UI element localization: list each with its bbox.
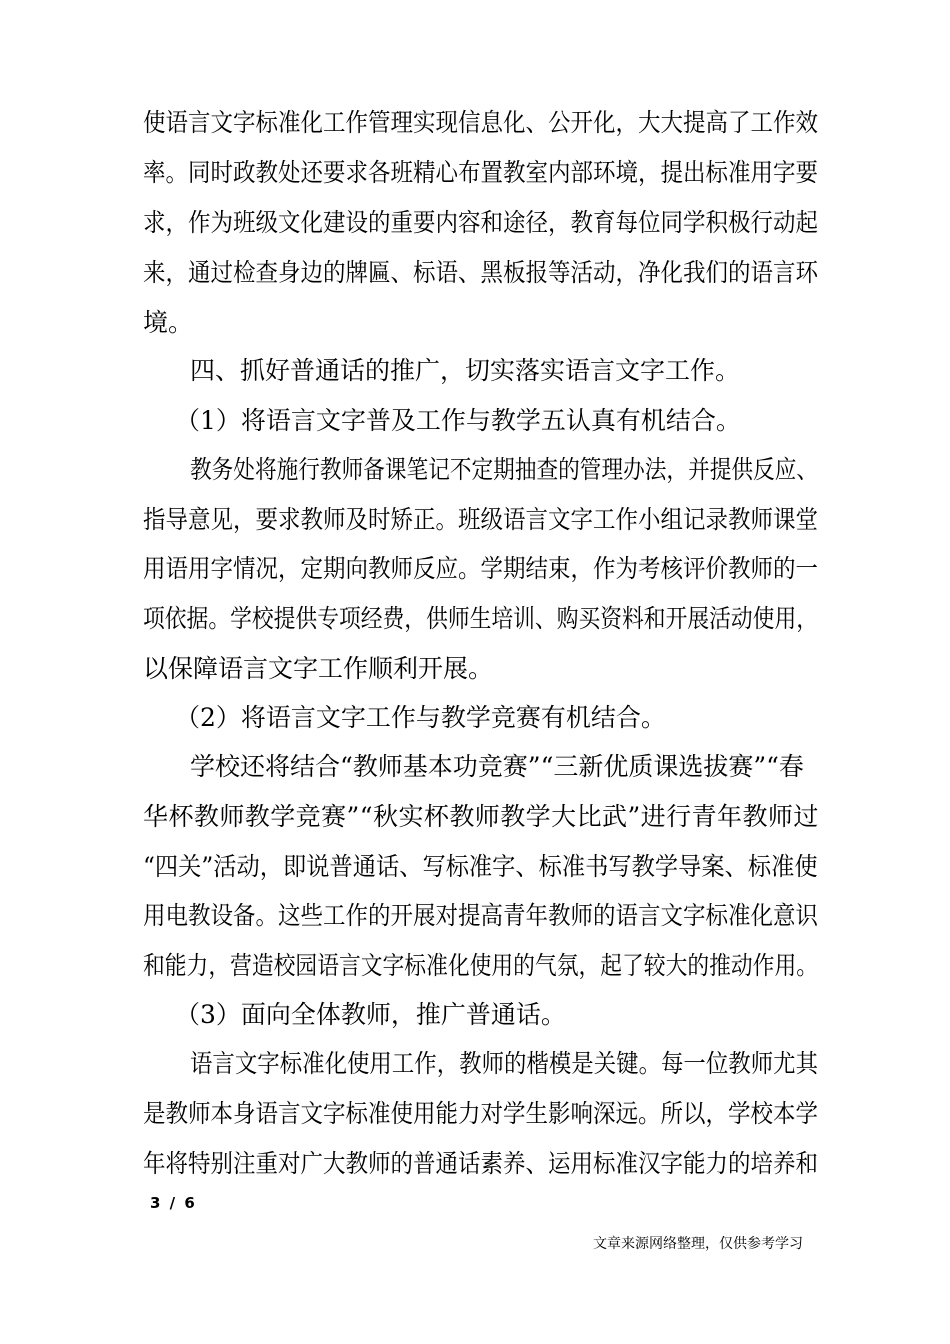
text-line: 以保障语言文字工作顺利开展。	[143, 654, 494, 683]
page-number: 3 / 6	[150, 1194, 197, 1212]
subsection-heading: （3）面向全体教师，推广普通话。	[175, 1000, 566, 1029]
footer-note: 文章来源网络整理，仅供参考学习	[593, 1236, 803, 1252]
text-line: 求，作为班级文化建设的重要内容和途径，教育每位同学积极行动起	[143, 208, 819, 237]
text-line: 年将特别注重对广大教师的普通话素养、运用标准汉字能力的培养和	[143, 1149, 819, 1178]
text-line: 学校还将结合“教师基本功竞赛”“三新优质课选拔赛”“春	[190, 752, 804, 781]
text-line: 项依据。学校提供专项经费，供师生培训、购买资料和开展活动使用，	[143, 604, 819, 633]
text-line: “四关”活动，即说普通话、写标准字、标准书写教学导案、标准使	[143, 852, 818, 881]
text-line: 教务处将施行教师备课笔记不定期抽查的管理办法，并提供反应、	[190, 455, 819, 484]
text-line: 使语言文字标准化工作管理实现信息化、公开化，大大提高了工作效	[143, 108, 819, 137]
subsection-heading: （2）将语言文字工作与教学竞赛有机结合。	[175, 703, 666, 732]
text-line: 用语用字情况，定期向教师反应。学期结束，作为考核评价教师的一	[143, 554, 819, 583]
text-line: 境。	[143, 308, 194, 337]
text-line: 华杯教师教学竞赛”“秋实杯教师教学大比武”进行青年教师过	[143, 802, 819, 831]
text-line: 率。同时政教处还要求各班精心布置教室内部环境，提出标准用字要	[143, 158, 819, 187]
text-line: 是教师本身语言文字标准使用能力对学生影响深远。所以，学校本学	[143, 1099, 819, 1128]
text-line: 和能力，营造校园语言文字标准化使用的气氛，起了较大的推动作用。	[143, 951, 819, 980]
text-line: 来，通过检查身边的牌匾、标语、黑板报等活动，净化我们的语言环	[143, 258, 819, 287]
subsection-heading: （1）将语言文字普及工作与教学五认真有机结合。	[175, 406, 741, 435]
text-line: 指导意见，要求教师及时矫正。班级语言文字工作小组记录教师课堂	[143, 505, 819, 534]
section-heading: 四、抓好普通话的推广，切实落实语言文字工作。	[190, 356, 741, 385]
text-line: 用电教设备。这些工作的开展对提高青年教师的语言文字标准化意识	[143, 901, 819, 930]
text-line: 语言文字标准化使用工作，教师的楷模是关键。每一位教师尤其	[190, 1049, 819, 1078]
